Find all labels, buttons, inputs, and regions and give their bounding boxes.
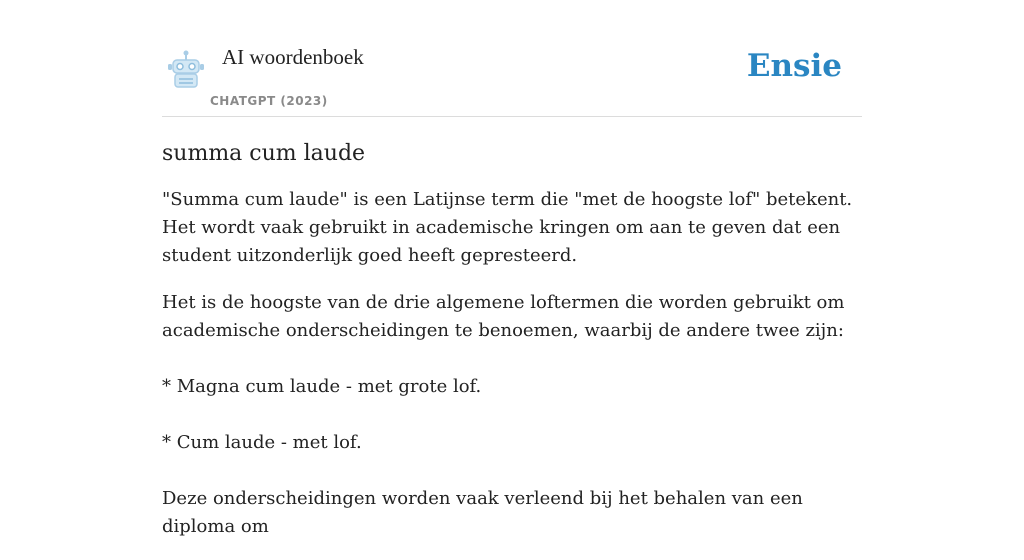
header xyxy=(162,0,862,117)
entry-paragraph: Deze onderscheidingen worden vaak verleend bij het behalen van een diploma om xyxy=(162,488,803,537)
entry-term: summa cum laude xyxy=(162,141,366,166)
entry-list-item: * Magna cum laude - met grote lof. xyxy=(162,376,482,397)
entry-content xyxy=(162,136,862,560)
entry-paragraph: "Summa cum laude" is een Latijnse term die "met de hoogste lof" betekent. Het wordt vaak gebruikt in academische kringen om aan te geven dat een student uitzonderlijk goed heeft gepresteerd. xyxy=(162,189,853,266)
source-meta: CHATGPT (2023) xyxy=(210,94,328,108)
robot-icon xyxy=(166,50,206,90)
entry-paragraph: Het is de hoogste van de drie algemene loftermen die worden gebruikt om academische onderscheidingen te benoemen, waarbij de andere twee zijn: xyxy=(162,292,845,341)
source-name: AI woordenboek xyxy=(222,45,364,69)
brand-logo-link[interactable]: Ensie xyxy=(746,48,842,84)
entry-list-item: * Cum laude - met lof. xyxy=(162,432,362,453)
